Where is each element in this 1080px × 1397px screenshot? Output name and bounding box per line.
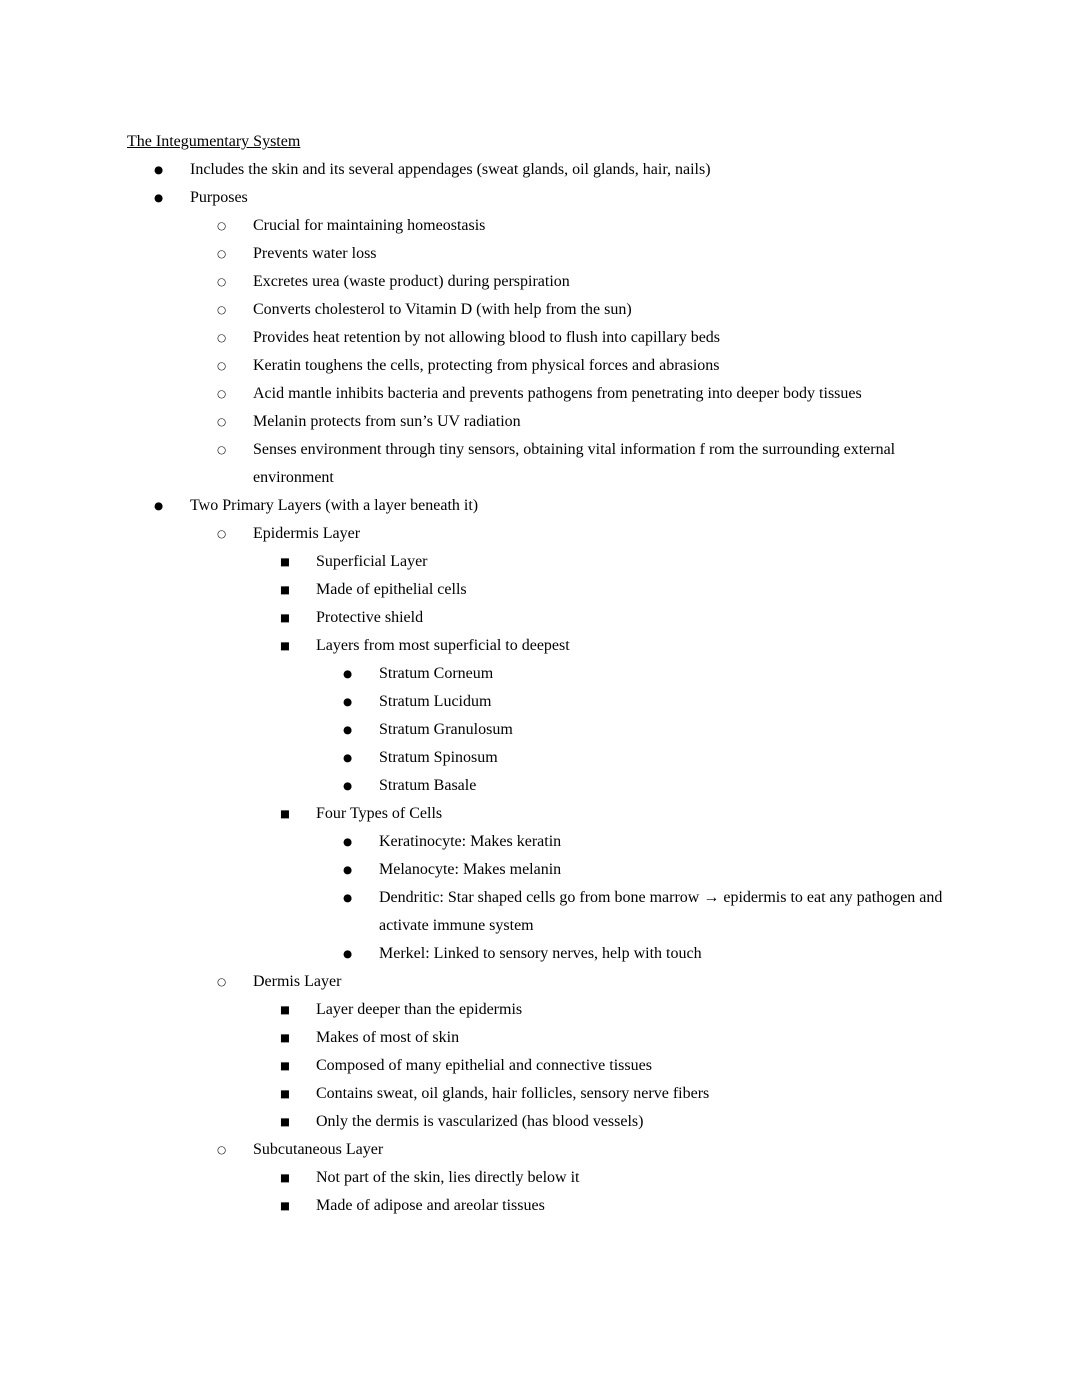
square-bullet-icon: ■	[280, 556, 290, 568]
list-item-text: Keratin toughens the cells, protecting from physical forces and abrasions	[253, 357, 720, 374]
list-item	[127, 968, 954, 996]
circle-bullet-icon: ○	[217, 248, 227, 260]
list-item-text: Merkel: Linked to sensory nerves, help with touch	[379, 945, 702, 962]
list-item-text: Four Types of Cells	[316, 805, 443, 822]
list-item-text: Includes the skin and its several appendages (sweat glands, oil glands, hair, nails)	[190, 161, 711, 178]
square-bullet-icon: ■	[280, 640, 290, 652]
list-item-text: Senses environment through tiny sensors, obtaining vital information f rom the surrounding external environment	[253, 441, 896, 486]
disc-bullet-icon: ●	[154, 500, 164, 512]
list-item	[127, 184, 954, 212]
disc-bullet-icon: ●	[343, 780, 353, 792]
list-item-text: Converts cholesterol to Vitamin D (with help from the sun)	[253, 301, 632, 318]
circle-bullet-icon: ○	[217, 332, 227, 344]
circle-bullet-icon: ○	[217, 1144, 227, 1156]
circle-bullet-icon: ○	[217, 388, 227, 400]
list-item	[127, 828, 954, 856]
disc-bullet-icon: ●	[343, 892, 353, 904]
list-item	[127, 212, 954, 240]
circle-bullet-icon: ○	[217, 444, 227, 456]
list-item-text: Composed of many epithelial and connective tissues	[316, 1057, 652, 1074]
list-item	[127, 800, 954, 828]
bullet-list	[127, 156, 954, 1220]
list-item	[127, 772, 954, 800]
list-item-text: Dermis Layer	[253, 973, 342, 990]
list-item-text: Crucial for maintaining homeostasis	[253, 217, 486, 234]
list-item-text: Melanin protects from sun’s UV radiation	[253, 413, 521, 430]
list-item-text: Epidermis Layer	[253, 525, 361, 542]
list-item-text: Stratum Basale	[379, 777, 477, 794]
document-title: The Integumentary System	[127, 133, 301, 150]
list-item	[127, 268, 954, 296]
disc-bullet-icon: ●	[154, 164, 164, 176]
disc-bullet-icon: ●	[343, 836, 353, 848]
circle-bullet-icon: ○	[217, 360, 227, 372]
list-item	[127, 436, 954, 492]
list-item	[127, 548, 954, 576]
circle-bullet-icon: ○	[217, 304, 227, 316]
list-item-text: Stratum Granulosum	[379, 721, 513, 738]
list-item-text: Stratum Spinosum	[379, 749, 498, 766]
square-bullet-icon: ■	[280, 808, 290, 820]
list-item-text: Stratum Lucidum	[379, 693, 492, 710]
list-item	[127, 716, 954, 744]
list-item	[127, 492, 954, 520]
square-bullet-icon: ■	[280, 1060, 290, 1072]
list-item	[127, 688, 954, 716]
circle-bullet-icon: ○	[217, 976, 227, 988]
list-item-text: Contains sweat, oil glands, hair follicles, sensory nerve fibers	[316, 1085, 710, 1102]
list-item	[127, 1192, 954, 1220]
list-item-text: Prevents water loss	[253, 245, 377, 262]
list-item-text: Excretes urea (waste product) during perspiration	[253, 273, 570, 290]
square-bullet-icon: ■	[280, 1172, 290, 1184]
list-item	[127, 296, 954, 324]
list-item-text: Two Primary Layers (with a layer beneath it)	[190, 497, 479, 514]
square-bullet-icon: ■	[280, 1004, 290, 1016]
circle-bullet-icon: ○	[217, 528, 227, 540]
list-item	[127, 1024, 954, 1052]
square-bullet-icon: ■	[280, 612, 290, 624]
list-item	[127, 632, 954, 660]
list-item	[127, 660, 954, 688]
list-item-text: Dendritic: Star shaped cells go from bone marrow → epidermis to eat any pathogen and activate immune system	[379, 889, 943, 934]
list-item	[127, 156, 954, 184]
list-item-text: Protective shield	[316, 609, 424, 626]
list-item-text: Made of adipose and areolar tissues	[316, 1197, 545, 1214]
disc-bullet-icon: ●	[343, 864, 353, 876]
list-item	[127, 856, 954, 884]
square-bullet-icon: ■	[280, 1032, 290, 1044]
list-item-text: Makes of most of skin	[316, 1029, 460, 1046]
square-bullet-icon: ■	[280, 1088, 290, 1100]
circle-bullet-icon: ○	[217, 276, 227, 288]
circle-bullet-icon: ○	[217, 416, 227, 428]
disc-bullet-icon: ●	[343, 668, 353, 680]
list-item-text: Melanocyte: Makes melanin	[379, 861, 562, 878]
list-item	[127, 604, 954, 632]
list-item-text: Stratum Corneum	[379, 665, 494, 682]
disc-bullet-icon: ●	[343, 948, 353, 960]
list-item-text: Subcutaneous Layer	[253, 1141, 384, 1158]
list-item	[127, 324, 954, 352]
list-item-text: Layers from most superficial to deepest	[316, 637, 570, 654]
list-item-text: Layer deeper than the epidermis	[316, 1001, 523, 1018]
list-item	[127, 884, 954, 940]
square-bullet-icon: ■	[280, 1200, 290, 1212]
list-item-text: Purposes	[190, 189, 248, 206]
list-item	[127, 352, 954, 380]
square-bullet-icon: ■	[280, 1116, 290, 1128]
list-item-text: Not part of the skin, lies directly below it	[316, 1169, 580, 1186]
list-item	[127, 520, 954, 548]
list-item	[127, 940, 954, 968]
list-item	[127, 576, 954, 604]
list-item	[127, 1108, 954, 1136]
list-item-text: Superficial Layer	[316, 553, 428, 570]
list-item	[127, 1164, 954, 1192]
list-item	[127, 408, 954, 436]
square-bullet-icon: ■	[280, 584, 290, 596]
list-item	[127, 380, 954, 408]
disc-bullet-icon: ●	[154, 192, 164, 204]
list-item	[127, 1136, 954, 1164]
list-item	[127, 744, 954, 772]
list-item-text: Provides heat retention by not allowing blood to flush into capillary beds	[253, 329, 721, 346]
circle-bullet-icon: ○	[217, 220, 227, 232]
list-item-text: Made of epithelial cells	[316, 581, 467, 598]
disc-bullet-icon: ●	[343, 696, 353, 708]
list-item-text: Acid mantle inhibits bacteria and prevents pathogens from penetrating into deeper body tissues	[253, 385, 862, 402]
disc-bullet-icon: ●	[343, 724, 353, 736]
disc-bullet-icon: ●	[343, 752, 353, 764]
list-item	[127, 240, 954, 268]
list-item	[127, 996, 954, 1024]
list-item	[127, 1052, 954, 1080]
list-item	[127, 1080, 954, 1108]
list-item-text: Only the dermis is vascularized (has blood vessels)	[316, 1113, 644, 1130]
list-item-text: Keratinocyte: Makes keratin	[379, 833, 562, 850]
